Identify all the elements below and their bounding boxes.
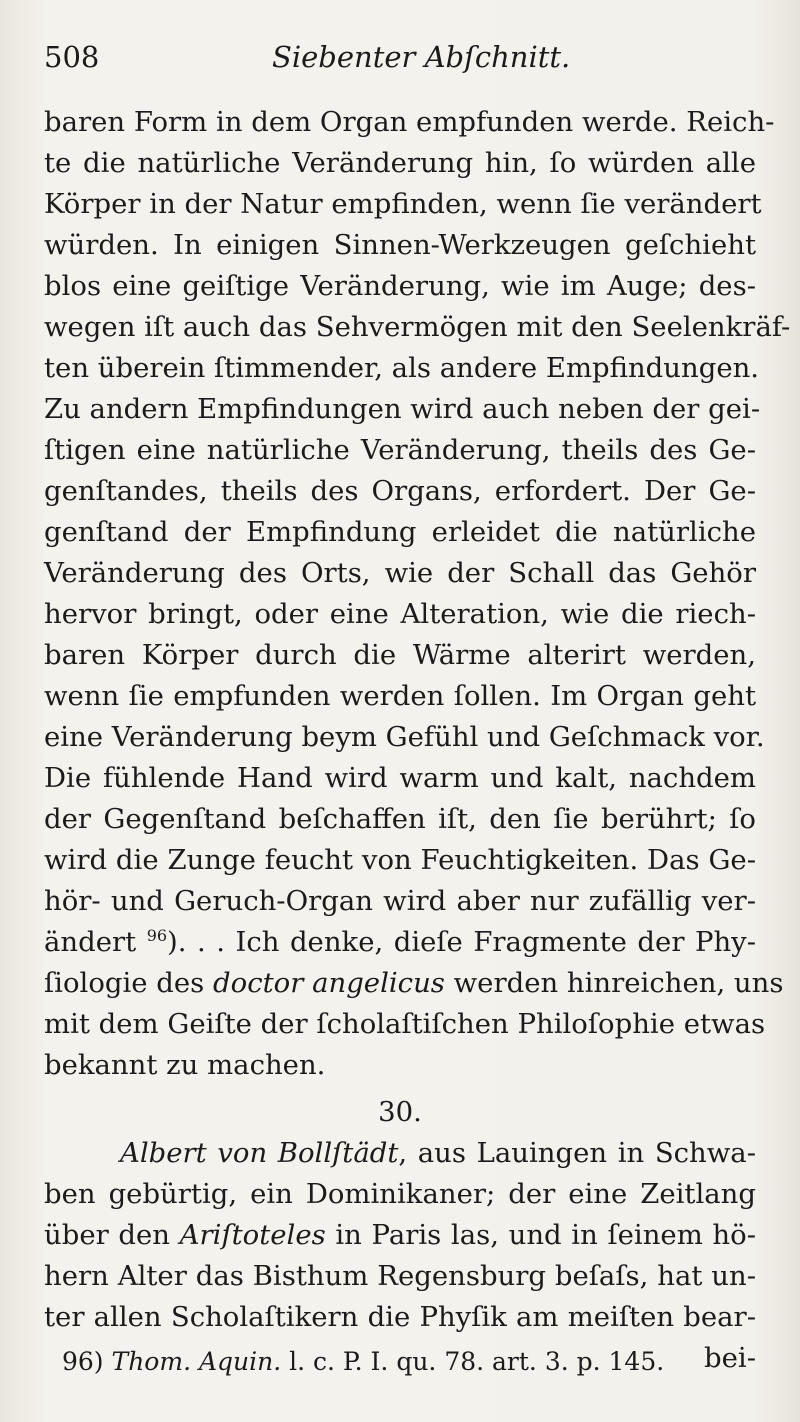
text-line: ſtigen eine natürliche Veränderung, theils des Ge- (44, 434, 756, 466)
page-header (44, 40, 760, 80)
footnote-author: Thom. Aquin. (111, 1347, 282, 1376)
text-line: würden. In einigen Sinnen-Werkzeugen geſchieht (44, 229, 756, 261)
text-line: genſtandes, theils des Organs, erfordert. Der Ge- (44, 475, 756, 507)
page-number: 508 (44, 40, 100, 74)
catchword: bei- (704, 1342, 756, 1374)
text-line: hör- und Geruch-Organ wird aber nur zufällig ver- (44, 885, 756, 917)
text-line: genſtand der Empfindung erleidet die natürliche (44, 516, 756, 548)
text-line (44, 1133, 756, 1174)
text-line: Veränderung des Orts, wie der Schall das Gehör (44, 557, 756, 589)
text-span: über den (44, 1219, 180, 1251)
body-text (44, 102, 791, 1379)
italic-name: Albert von Bollſtädt (120, 1137, 399, 1169)
text-line: Körper in der Natur empfinden, wenn ſie verändert (44, 188, 762, 220)
footnote-citation: l. c. P. I. qu. 78. art. 3. p. 145. (281, 1347, 665, 1376)
text-line: hern Alter das Bisthum Regensburg beſaſs, hat un- (44, 1260, 756, 1292)
text-line: wegen iſt auch das Sehvermögen mit den Seelenkräf- (44, 311, 791, 343)
text-line (44, 1215, 756, 1256)
section-number: 30. (378, 1096, 422, 1128)
text-line: baren Körper durch die Wärme alterirt werden, (44, 639, 756, 671)
text-line: ter allen Scholaſtikern die Phyſik am meiſten bear- (44, 1301, 756, 1333)
text-span: ſiologie des (44, 967, 214, 999)
text-line: Die fühlende Hand wird warm und kalt, nachdem (44, 762, 756, 794)
footnote-reference[interactable]: 96 (146, 925, 168, 945)
text-line: ben gebürtig, ein Dominikaner; der eine Zeitlang (44, 1178, 756, 1210)
text-line: blos eine geiſtige Veränderung, wie im Auge; des- (44, 270, 756, 302)
text-line: der Gegenſtand beſchaffen iſt, den ſie berührt; ſo (44, 803, 756, 835)
text-line: eine Veränderung beym Gefühl und Geſchmack vor. (44, 721, 765, 753)
italic-name: Ariſtoteles (179, 1219, 326, 1251)
italic-term: doctor angelicus (213, 967, 445, 999)
text-line: hervor bringt, oder eine Alteration, wie die riech- (44, 598, 756, 630)
text-line: te die natürliche Veränderung hin, ſo würden alle (44, 147, 756, 179)
text-line: ten überein ſtimmender, als andere Empfindungen. (44, 352, 760, 384)
text-span: , aus Lauingen in Schwa- (398, 1137, 756, 1169)
text-span: ). . . Ich denke, dieſe Fragmente der Phy- (167, 926, 756, 958)
text-line: bekannt zu machen. (44, 1049, 326, 1081)
text-line-footnote-ref (44, 922, 756, 963)
text-line: wenn ſie empfunden werden ſollen. Im Organ geht (44, 680, 756, 712)
text-line: wird die Zunge feucht von Feuchtigkeiten. Das Ge- (44, 844, 756, 876)
text-line: mit dem Geiſte der ſcholaſtiſchen Philoſophie etwas (44, 1008, 766, 1040)
text-span: werden hinreichen, uns (444, 967, 784, 999)
text-span: in Paris las, und in ſeinem hö- (325, 1219, 756, 1251)
footnote-number: 96) (62, 1347, 104, 1376)
text-line: baren Form in dem Organ empfunden werde. Reich- (44, 106, 775, 138)
text-line: Zu andern Empfindungen wird auch neben der gei- (44, 393, 761, 425)
running-head: Siebenter Abſchnitt. (272, 40, 571, 74)
text-span: ändert (44, 926, 147, 958)
text-line (44, 963, 784, 1004)
footnote (62, 1345, 664, 1379)
